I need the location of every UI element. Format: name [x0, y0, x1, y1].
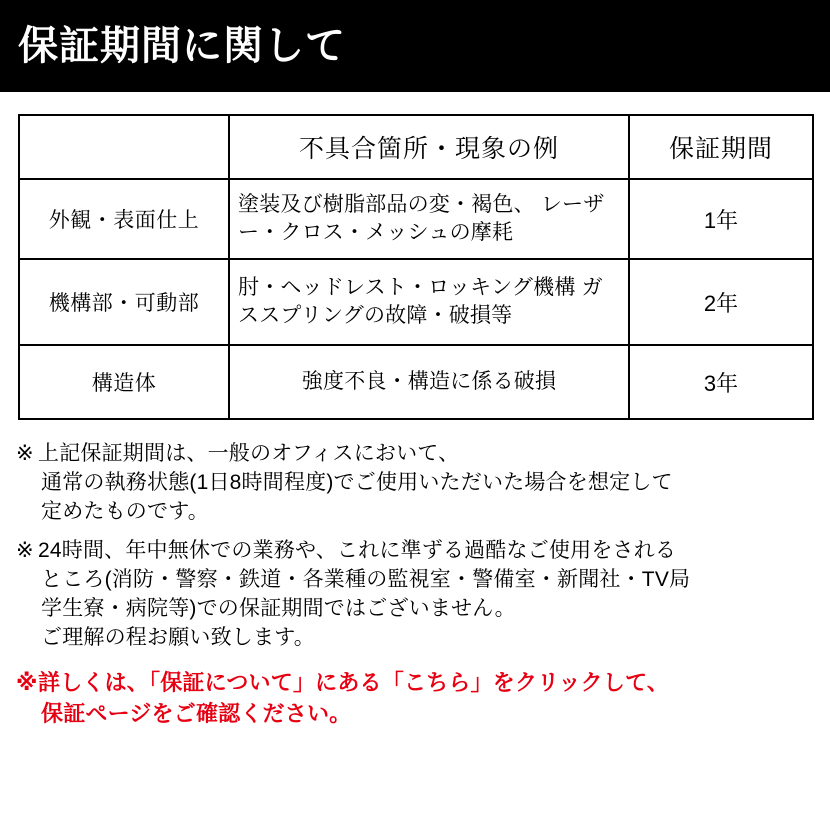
note-line: 上記保証期間は、一般のオフィスにおいて、 [38, 442, 460, 465]
note-line: 24時間、年中無休での業務や、これに準ずる過酷なご使用をされる [38, 538, 677, 562]
row-description-line: 塗装及び樹脂部品の変・褐色、 [238, 192, 535, 216]
table-row [19, 259, 813, 345]
page-title: 保証期間に関して [18, 24, 346, 68]
row-description-line: ガススプリングの故障・破損等 [238, 275, 603, 327]
table-header-row [19, 115, 813, 179]
note-line: 学生寮・病院等)での保証期間ではございません。 [41, 596, 516, 620]
row-category: 構造体 [19, 345, 229, 419]
row-description [229, 259, 629, 345]
table-row [19, 345, 813, 419]
row-term: 3年 [629, 345, 813, 419]
note-line: 通常の執務状態(1日8時間程度)でご使用いただいた場合を想定して [41, 470, 673, 494]
note-line: 詳しくは、「保証について」にある「こちら」をクリックして、 [38, 669, 670, 695]
table-header-description: 不具合箇所・現象の例 [229, 115, 629, 179]
note-body [38, 537, 814, 653]
row-category: 機構部・可動部 [19, 259, 229, 345]
note-body [38, 667, 814, 729]
note-mark: ※ [16, 538, 34, 562]
page-header [0, 0, 830, 92]
note-mark: ※ [16, 442, 34, 465]
row-term: 1年 [629, 179, 813, 259]
row-description-line: 強度不良・構造に係る破損 [301, 369, 557, 393]
note-mark: ※ [16, 669, 38, 695]
table-header-term: 保証期間 [629, 115, 813, 179]
note-item [16, 537, 814, 653]
table-row [19, 179, 813, 259]
note-line: 保証ページをご確認ください。 [41, 701, 352, 727]
note-line: ところ(消防・警察・鉄道・各業種の監視室・警備室・新聞社・TV局 [41, 567, 691, 591]
note-line: ご理解の程お願い致します。 [41, 625, 315, 649]
note-line: 定めたものです。 [41, 499, 209, 523]
note-item [16, 440, 814, 527]
row-term: 2年 [629, 259, 813, 345]
warranty-table-container [0, 92, 830, 420]
row-category: 外観・表面仕上 [19, 179, 229, 259]
note-body [38, 440, 814, 527]
row-description-line: レーザー・クロス・メッシュの摩耗 [238, 192, 605, 244]
row-description [229, 345, 629, 419]
row-description [229, 179, 629, 259]
note-item-alert [16, 667, 814, 729]
warranty-table [18, 114, 814, 420]
row-description-line: 肘・ヘッドレスト・ロッキング機構 [238, 275, 576, 299]
notes-section [0, 420, 830, 729]
table-header-blank [19, 115, 229, 179]
